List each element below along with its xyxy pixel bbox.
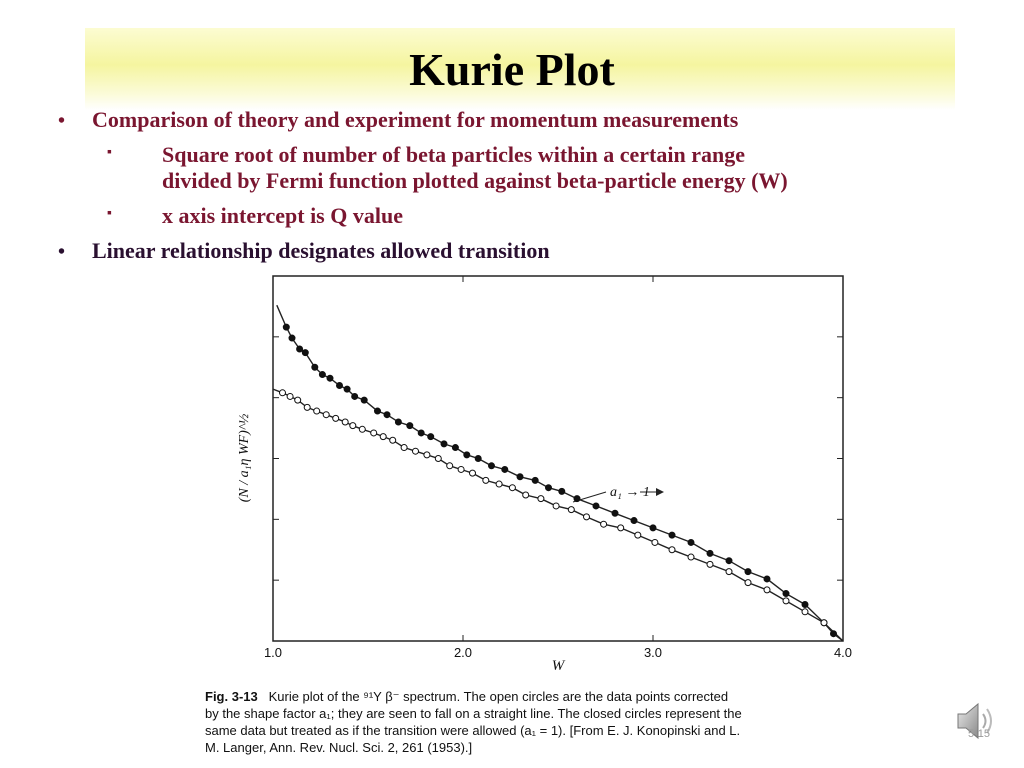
open-data-point bbox=[401, 445, 407, 451]
bullet-dot: • bbox=[58, 241, 66, 263]
open-data-point bbox=[447, 463, 453, 469]
bullet-text-1: Comparison of theory and experiment for momentum measurements bbox=[92, 107, 739, 132]
data-points bbox=[280, 324, 837, 637]
closed-data-point bbox=[802, 602, 808, 608]
figure-caption bbox=[205, 688, 855, 756]
sub-bullet-text-2: x axis intercept is Q value bbox=[162, 203, 403, 228]
curve-annotation: a₁ → 1 bbox=[610, 485, 650, 500]
caption-line-3: same data but treated as if the transition were allowed (a₁ = 1). [From E. J. Konopinski and L. bbox=[205, 723, 741, 738]
annotation-arrowhead bbox=[656, 488, 664, 496]
closed-data-point bbox=[688, 539, 694, 545]
sub-bullet-text-1b: divided by Fermi function plotted against beta-particle energy (W) bbox=[162, 168, 788, 193]
caption-label: Fig. 3-13 bbox=[205, 689, 258, 704]
open-data-point bbox=[342, 419, 348, 425]
open-data-point bbox=[618, 525, 624, 531]
closed-data-point bbox=[384, 412, 390, 418]
closed-data-point bbox=[612, 510, 618, 516]
closed-data-point bbox=[464, 452, 470, 458]
open-data-point bbox=[523, 492, 529, 498]
open-data-point bbox=[413, 448, 419, 454]
closed-data-point bbox=[418, 430, 424, 436]
closed-data-point bbox=[352, 393, 358, 399]
open-data-point bbox=[584, 514, 590, 520]
x-tick-label: 1.0 bbox=[263, 645, 283, 660]
open-data-point bbox=[553, 503, 559, 509]
closed-data-point bbox=[669, 532, 675, 538]
open-data-point bbox=[783, 598, 789, 604]
open-data-point bbox=[483, 477, 489, 483]
open-data-point bbox=[707, 561, 713, 567]
closed-data-point bbox=[650, 525, 656, 531]
x-axis-label: W bbox=[551, 658, 565, 674]
closed-data-point bbox=[532, 477, 538, 483]
open-data-point bbox=[287, 393, 293, 399]
closed-data-point bbox=[764, 576, 770, 582]
open-data-point bbox=[323, 412, 329, 418]
open-data-point bbox=[745, 580, 751, 586]
open-data-point bbox=[538, 496, 544, 502]
closed-data-point bbox=[327, 375, 333, 381]
kurie-plot-svg bbox=[228, 268, 858, 678]
open-data-point bbox=[601, 521, 607, 527]
closed-data-point bbox=[395, 419, 401, 425]
closed-data-point bbox=[452, 445, 458, 451]
open-data-point bbox=[280, 390, 286, 396]
open-data-point bbox=[470, 470, 476, 476]
open-data-point bbox=[669, 547, 675, 553]
closed-data-point bbox=[407, 423, 413, 429]
closed-circle-curve bbox=[277, 305, 843, 641]
bullet-dot: • bbox=[58, 110, 66, 132]
closed-data-point bbox=[574, 496, 580, 502]
open-data-point bbox=[304, 404, 310, 410]
closed-data-point bbox=[593, 503, 599, 509]
closed-data-point bbox=[707, 550, 713, 556]
closed-data-point bbox=[319, 372, 325, 378]
open-data-point bbox=[458, 466, 464, 472]
open-data-point bbox=[802, 609, 808, 615]
x-tick-label: 2.0 bbox=[453, 645, 473, 660]
open-data-point bbox=[688, 554, 694, 560]
closed-data-point bbox=[361, 397, 367, 403]
closed-data-point bbox=[312, 364, 318, 370]
closed-data-point bbox=[726, 558, 732, 564]
open-data-point bbox=[424, 452, 430, 458]
open-data-point bbox=[314, 408, 320, 414]
closed-data-point bbox=[375, 408, 381, 414]
open-data-point bbox=[652, 539, 658, 545]
open-data-point bbox=[333, 415, 339, 421]
fit-lines bbox=[273, 305, 843, 641]
open-data-point bbox=[390, 437, 396, 443]
open-circle-line bbox=[273, 389, 843, 641]
caption-line-2: by the shape factor a₁; they are seen to fall on a straight line. The closed circles represent the bbox=[205, 706, 742, 721]
open-data-point bbox=[568, 507, 574, 513]
kurie-plot bbox=[228, 268, 858, 678]
closed-data-point bbox=[489, 463, 495, 469]
open-data-point bbox=[764, 587, 770, 593]
closed-data-point bbox=[475, 456, 481, 462]
closed-data-point bbox=[344, 386, 350, 392]
y-axis-label-text: (N / a₁η WF)^½ bbox=[237, 413, 252, 503]
closed-data-point bbox=[502, 466, 508, 472]
open-data-point bbox=[435, 456, 441, 462]
closed-data-point bbox=[745, 569, 751, 575]
open-data-point bbox=[359, 426, 365, 432]
open-data-point bbox=[371, 430, 377, 436]
closed-data-point bbox=[783, 591, 789, 597]
sub-bullet-square: ▪ bbox=[107, 145, 112, 160]
open-data-point bbox=[496, 481, 502, 487]
closed-data-point bbox=[283, 324, 289, 330]
open-data-point bbox=[380, 434, 386, 440]
axis-ticks bbox=[264, 276, 852, 660]
closed-data-point bbox=[631, 518, 637, 524]
closed-data-point bbox=[337, 383, 343, 389]
open-data-point bbox=[635, 532, 641, 538]
sub-bullet-text-1a: Square root of number of beta particles within a certain range bbox=[162, 142, 745, 167]
closed-data-point bbox=[517, 474, 523, 480]
closed-data-point bbox=[289, 335, 295, 341]
y-axis-label bbox=[237, 413, 252, 502]
slide-number: 5-15 bbox=[968, 728, 991, 740]
open-data-point bbox=[350, 423, 356, 429]
caption-line-1: Kurie plot of the ⁹¹Y β⁻ spectrum. The open circles are the data points corrected bbox=[268, 689, 729, 704]
closed-data-point bbox=[831, 631, 837, 637]
closed-data-point bbox=[559, 488, 565, 494]
x-tick-label: 3.0 bbox=[643, 645, 663, 660]
closed-data-point bbox=[428, 434, 434, 440]
closed-data-point bbox=[297, 346, 303, 352]
slide-title: Kurie Plot bbox=[409, 44, 615, 95]
open-data-point bbox=[509, 485, 515, 491]
open-data-point bbox=[821, 620, 827, 626]
closed-data-point bbox=[546, 485, 552, 491]
sub-bullet-square: ▪ bbox=[107, 206, 112, 221]
closed-data-point bbox=[441, 441, 447, 447]
bullet-text-2: Linear relationship designates allowed transition bbox=[92, 238, 550, 263]
caption-line-4: M. Langer, Ann. Rev. Nucl. Sci. 2, 261 (1953).] bbox=[205, 740, 473, 755]
open-data-point bbox=[726, 569, 732, 575]
x-tick-label: 4.0 bbox=[833, 645, 853, 660]
closed-data-point bbox=[302, 350, 308, 356]
open-data-point bbox=[295, 397, 301, 403]
